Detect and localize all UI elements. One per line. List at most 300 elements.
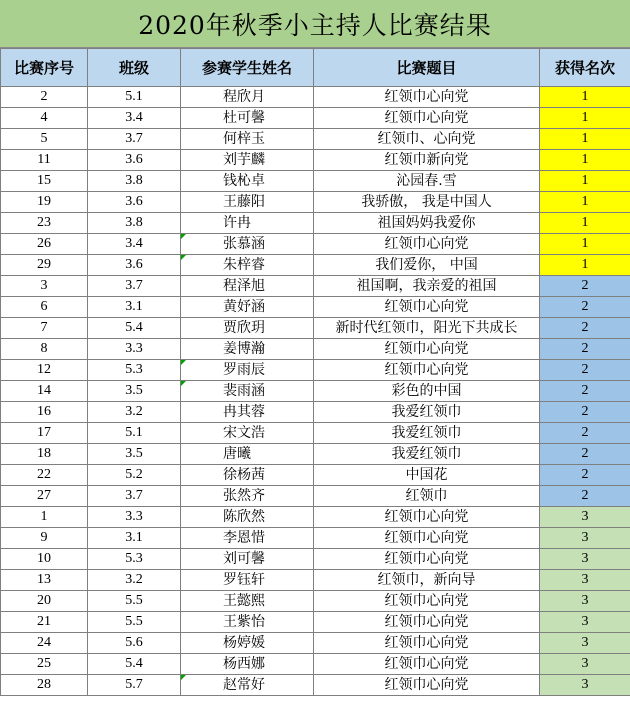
table-row	[1, 423, 630, 444]
cell-student-name-text: 王藤阳	[223, 194, 265, 210]
table-row	[1, 87, 630, 108]
cell-class[interactable]	[88, 108, 181, 129]
cell-topic[interactable]	[314, 318, 540, 339]
cell-topic[interactable]	[314, 213, 540, 234]
cell-rank-text: 3	[581, 509, 589, 524]
cell-student-name[interactable]	[181, 423, 314, 444]
cell-student-name-text: 刘芋麟	[223, 152, 265, 168]
cell-topic[interactable]	[314, 423, 540, 444]
cell-class[interactable]	[88, 570, 181, 591]
cell-topic[interactable]	[314, 591, 540, 612]
cell-rank-text: 2	[581, 299, 589, 314]
cell-class-text: 3.8	[125, 173, 143, 188]
cell-topic[interactable]	[314, 360, 540, 381]
cell-class[interactable]	[88, 234, 181, 255]
cell-rank[interactable]	[540, 150, 630, 171]
cell-student-name-text: 冉其蓉	[223, 404, 265, 420]
cell-rank[interactable]	[540, 234, 630, 255]
cell-rank-text: 2	[581, 320, 589, 335]
cell-topic[interactable]	[314, 486, 540, 507]
cell-student-name[interactable]	[181, 339, 314, 360]
cell-class-text: 3.6	[125, 152, 143, 167]
header-topic[interactable]: 比赛题目	[314, 49, 540, 87]
cell-rank-text: 1	[581, 194, 589, 209]
cell-match-no-text: 2	[40, 89, 48, 104]
cell-student-name[interactable]	[181, 108, 314, 129]
cell-match-no-text: 15	[37, 173, 51, 188]
error-indicator-icon	[181, 675, 186, 680]
cell-class[interactable]	[88, 591, 181, 612]
cell-topic[interactable]	[314, 402, 540, 423]
cell-topic-text: 红领巾、心向党	[377, 131, 476, 147]
table-row	[1, 381, 630, 402]
cell-match-no[interactable]	[1, 108, 88, 129]
cell-class-text: 3.7	[125, 488, 143, 503]
cell-class-text: 5.5	[125, 593, 143, 608]
cell-match-no[interactable]	[1, 318, 88, 339]
error-indicator-icon	[181, 255, 186, 260]
cell-match-no[interactable]	[1, 675, 88, 696]
cell-class[interactable]	[88, 633, 181, 654]
cell-match-no[interactable]	[1, 507, 88, 528]
cell-rank[interactable]	[540, 654, 630, 675]
cell-topic-text: 我爱红领巾	[391, 425, 462, 441]
cell-match-no[interactable]	[1, 570, 88, 591]
cell-rank[interactable]	[540, 255, 630, 276]
cell-rank-text: 2	[581, 488, 589, 503]
cell-rank[interactable]	[540, 444, 630, 465]
cell-class[interactable]	[88, 402, 181, 423]
cell-topic[interactable]	[314, 444, 540, 465]
cell-class[interactable]	[88, 360, 181, 381]
table-row	[1, 318, 630, 339]
cell-rank[interactable]	[540, 402, 630, 423]
cell-match-no-text: 27	[37, 488, 51, 503]
cell-student-name[interactable]	[181, 360, 314, 381]
cell-rank-text: 2	[581, 362, 589, 377]
cell-rank[interactable]	[540, 591, 630, 612]
cell-student-name[interactable]	[181, 528, 314, 549]
cell-match-no[interactable]	[1, 171, 88, 192]
cell-match-no[interactable]	[1, 654, 88, 675]
cell-student-name-text: 罗钰轩	[223, 572, 265, 588]
cell-match-no[interactable]	[1, 591, 88, 612]
cell-student-name[interactable]	[181, 150, 314, 171]
cell-topic[interactable]	[314, 276, 540, 297]
cell-student-name-text: 杨婷媛	[223, 635, 265, 651]
cell-match-no[interactable]	[1, 213, 88, 234]
cell-class-text: 3.6	[125, 194, 143, 209]
cell-rank[interactable]	[540, 423, 630, 444]
cell-class[interactable]	[88, 486, 181, 507]
cell-student-name[interactable]	[181, 444, 314, 465]
cell-topic-text: 红领巾心向党	[384, 677, 469, 693]
cell-topic[interactable]	[314, 192, 540, 213]
cell-rank[interactable]	[540, 339, 630, 360]
cell-rank[interactable]	[540, 675, 630, 696]
cell-rank[interactable]	[540, 381, 630, 402]
table-row	[1, 549, 630, 570]
cell-student-name[interactable]	[181, 612, 314, 633]
cell-match-no[interactable]	[1, 444, 88, 465]
cell-topic[interactable]	[314, 150, 540, 171]
cell-student-name[interactable]	[181, 591, 314, 612]
cell-student-name-text: 赵常好	[223, 677, 265, 693]
cell-topic[interactable]	[314, 654, 540, 675]
cell-match-no-text: 3	[40, 278, 48, 293]
cell-match-no-text: 17	[37, 425, 51, 440]
cell-topic[interactable]	[314, 255, 540, 276]
cell-student-name-text: 杨西娜	[223, 656, 265, 672]
cell-student-name[interactable]	[181, 171, 314, 192]
error-indicator-icon	[181, 234, 186, 239]
cell-class[interactable]	[88, 507, 181, 528]
cell-rank-text: 3	[581, 572, 589, 587]
cell-student-name-text: 钱杺卓	[223, 173, 265, 189]
cell-student-name-text: 张慕涵	[223, 236, 265, 252]
cell-topic[interactable]	[314, 549, 540, 570]
cell-student-name[interactable]	[181, 486, 314, 507]
cell-topic[interactable]	[314, 108, 540, 129]
cell-student-name-text: 何梓玉	[223, 131, 265, 147]
cell-match-no[interactable]	[1, 549, 88, 570]
cell-topic[interactable]	[314, 129, 540, 150]
cell-rank-text: 3	[581, 551, 589, 566]
cell-rank[interactable]	[540, 276, 630, 297]
cell-student-name-text: 陈欣然	[223, 509, 265, 525]
cell-class-text: 3.5	[125, 446, 143, 461]
header-match-no[interactable]: 比赛序号	[1, 49, 88, 87]
cell-topic-text: 我爱红领巾	[391, 446, 462, 462]
cell-rank[interactable]	[540, 570, 630, 591]
cell-match-no-text: 12	[37, 362, 51, 377]
cell-rank-text: 3	[581, 614, 589, 629]
cell-topic-text: 新时代红领巾，阳光下共成长	[335, 320, 518, 336]
cell-topic-text: 红领巾，新向导	[377, 572, 476, 588]
table-row	[1, 591, 630, 612]
cell-class-text: 3.5	[125, 383, 143, 398]
table-row	[1, 171, 630, 192]
cell-class[interactable]	[88, 381, 181, 402]
table-row	[1, 507, 630, 528]
cell-topic-text: 红领巾心向党	[384, 89, 469, 105]
cell-topic-text: 红领巾心向党	[384, 614, 469, 630]
cell-class[interactable]	[88, 654, 181, 675]
cell-rank[interactable]	[540, 171, 630, 192]
cell-class-text: 5.7	[125, 677, 143, 692]
cell-class-text: 3.1	[125, 530, 143, 545]
header-row	[1, 49, 630, 87]
cell-topic[interactable]	[314, 234, 540, 255]
cell-student-name[interactable]	[181, 507, 314, 528]
cell-match-no-text: 25	[37, 656, 51, 671]
cell-class[interactable]	[88, 87, 181, 108]
cell-class-text: 5.1	[125, 89, 143, 104]
table-row	[1, 213, 630, 234]
cell-match-no[interactable]	[1, 612, 88, 633]
table-body	[1, 87, 630, 696]
cell-topic[interactable]	[314, 171, 540, 192]
cell-rank[interactable]	[540, 465, 630, 486]
cell-match-no[interactable]	[1, 87, 88, 108]
cell-match-no-text: 22	[37, 467, 51, 482]
cell-rank[interactable]	[540, 528, 630, 549]
cell-topic-text: 红领巾心向党	[384, 656, 469, 672]
cell-match-no-text: 29	[37, 257, 51, 272]
table-row	[1, 654, 630, 675]
cell-topic-text: 我们爱你， 中国	[375, 257, 478, 273]
cell-class[interactable]	[88, 675, 181, 696]
cell-rank-text: 3	[581, 530, 589, 545]
error-indicator-icon	[181, 381, 186, 386]
cell-rank-text: 3	[581, 593, 589, 608]
cell-student-name-text: 罗雨辰	[223, 362, 265, 378]
cell-rank-text: 1	[581, 152, 589, 167]
cell-class[interactable]	[88, 423, 181, 444]
cell-match-no[interactable]	[1, 381, 88, 402]
cell-match-no[interactable]	[1, 276, 88, 297]
cell-student-name-text: 张然齐	[223, 488, 265, 504]
cell-student-name-text: 唐曦	[223, 446, 251, 462]
table-row	[1, 108, 630, 129]
cell-student-name-text: 黄妤涵	[223, 299, 265, 315]
cell-match-no[interactable]	[1, 150, 88, 171]
cell-topic[interactable]	[314, 339, 540, 360]
cell-student-name[interactable]	[181, 633, 314, 654]
cell-student-name-text: 程泽旭	[223, 278, 265, 294]
cell-rank-text: 1	[581, 89, 589, 104]
cell-student-name[interactable]	[181, 402, 314, 423]
cell-student-name-text: 杜可馨	[223, 110, 265, 126]
table-row	[1, 465, 630, 486]
cell-class[interactable]	[88, 339, 181, 360]
cell-student-name-text: 宋文浩	[223, 425, 265, 441]
cell-match-no-text: 21	[37, 614, 51, 629]
cell-class-text: 3.7	[125, 131, 143, 146]
cell-student-name-text: 裴雨涵	[223, 383, 265, 399]
cell-match-no[interactable]	[1, 192, 88, 213]
cell-topic-text: 红领巾心向党	[384, 236, 469, 252]
cell-student-name[interactable]	[181, 192, 314, 213]
cell-class[interactable]	[88, 444, 181, 465]
cell-rank[interactable]	[540, 213, 630, 234]
cell-match-no-text: 28	[37, 677, 51, 692]
cell-student-name[interactable]	[181, 654, 314, 675]
cell-rank-text: 2	[581, 278, 589, 293]
cell-match-no[interactable]	[1, 528, 88, 549]
cell-student-name[interactable]	[181, 276, 314, 297]
cell-match-no[interactable]	[1, 297, 88, 318]
cell-rank-text: 1	[581, 173, 589, 188]
cell-match-no-text: 20	[37, 593, 51, 608]
table-row	[1, 276, 630, 297]
cell-class[interactable]	[88, 150, 181, 171]
table-row	[1, 486, 630, 507]
table-row	[1, 675, 630, 696]
cell-match-no[interactable]	[1, 465, 88, 486]
cell-rank[interactable]	[540, 633, 630, 654]
cell-class-text: 3.2	[125, 572, 143, 587]
header-class[interactable]: 班级	[88, 49, 181, 87]
cell-class[interactable]	[88, 276, 181, 297]
cell-match-no-text: 14	[37, 383, 51, 398]
table-row	[1, 402, 630, 423]
cell-student-name-text: 李恩惜	[223, 530, 265, 546]
cell-student-name-text: 王紫怡	[223, 614, 265, 630]
cell-rank[interactable]	[540, 318, 630, 339]
cell-topic[interactable]	[314, 87, 540, 108]
cell-topic[interactable]	[314, 570, 540, 591]
cell-student-name[interactable]	[181, 549, 314, 570]
cell-match-no[interactable]	[1, 255, 88, 276]
cell-rank-text: 2	[581, 467, 589, 482]
cell-rank[interactable]	[540, 192, 630, 213]
cell-rank-text: 2	[581, 341, 589, 356]
cell-student-name[interactable]	[181, 381, 314, 402]
cell-class[interactable]	[88, 129, 181, 150]
header-rank[interactable]: 获得名次	[540, 49, 630, 87]
cell-class[interactable]	[88, 171, 181, 192]
cell-student-name[interactable]	[181, 675, 314, 696]
cell-topic-text: 红领巾心向党	[384, 299, 469, 315]
cell-student-name[interactable]	[181, 465, 314, 486]
cell-topic-text: 我骄傲， 我是中国人	[361, 194, 492, 210]
cell-rank-text: 2	[581, 446, 589, 461]
error-indicator-icon	[181, 360, 186, 365]
cell-student-name-text: 姜博瀚	[223, 341, 265, 357]
cell-class[interactable]	[88, 255, 181, 276]
cell-topic[interactable]	[314, 381, 540, 402]
cell-match-no-text: 9	[40, 530, 48, 545]
cell-topic-text: 红领巾心向党	[384, 635, 469, 651]
cell-rank-text: 1	[581, 257, 589, 272]
cell-student-name[interactable]	[181, 318, 314, 339]
cell-topic-text: 红领巾心向党	[384, 341, 469, 357]
cell-class[interactable]	[88, 318, 181, 339]
cell-match-no-text: 7	[40, 320, 48, 335]
cell-rank-text: 1	[581, 215, 589, 230]
cell-class[interactable]	[88, 612, 181, 633]
cell-class-text: 3.3	[125, 509, 143, 524]
cell-match-no-text: 5	[40, 131, 48, 146]
cell-class-text: 5.3	[125, 551, 143, 566]
cell-topic[interactable]	[314, 528, 540, 549]
cell-topic[interactable]	[314, 675, 540, 696]
table-row	[1, 297, 630, 318]
cell-rank[interactable]	[540, 360, 630, 381]
cell-class-text: 5.4	[125, 320, 143, 335]
cell-class-text: 5.5	[125, 614, 143, 629]
cell-class[interactable]	[88, 213, 181, 234]
cell-student-name[interactable]	[181, 297, 314, 318]
cell-student-name[interactable]	[181, 213, 314, 234]
table-row	[1, 570, 630, 591]
cell-rank[interactable]	[540, 87, 630, 108]
cell-class-text: 3.1	[125, 299, 143, 314]
cell-topic[interactable]	[314, 633, 540, 654]
cell-topic[interactable]	[314, 612, 540, 633]
cell-topic-text: 祖国啊，我亲爱的祖国	[356, 278, 497, 294]
cell-class-text: 3.8	[125, 215, 143, 230]
cell-class-text: 5.1	[125, 425, 143, 440]
cell-match-no-text: 8	[40, 341, 48, 356]
table-row	[1, 612, 630, 633]
cell-rank[interactable]	[540, 129, 630, 150]
cell-topic-text: 祖国妈妈我爱你	[377, 215, 476, 231]
cell-rank[interactable]	[540, 507, 630, 528]
cell-match-no[interactable]	[1, 129, 88, 150]
cell-student-name-text: 贾欣玥	[223, 320, 265, 336]
cell-match-no[interactable]	[1, 486, 88, 507]
title-bar	[0, 0, 630, 48]
table-row	[1, 360, 630, 381]
cell-student-name-text: 王懿熙	[223, 593, 265, 609]
cell-match-no-text: 23	[37, 215, 51, 230]
cell-class[interactable]	[88, 549, 181, 570]
cell-rank[interactable]	[540, 486, 630, 507]
cell-topic-text: 红领巾新向党	[384, 152, 469, 168]
cell-topic-text: 红领巾心向党	[384, 593, 469, 609]
cell-rank[interactable]	[540, 108, 630, 129]
cell-rank[interactable]	[540, 549, 630, 570]
cell-match-no-text: 16	[37, 404, 51, 419]
cell-student-name[interactable]	[181, 255, 314, 276]
cell-rank-text: 3	[581, 635, 589, 650]
cell-match-no[interactable]	[1, 423, 88, 444]
cell-match-no[interactable]	[1, 633, 88, 654]
cell-class-text: 3.7	[125, 278, 143, 293]
cell-topic-text: 红领巾心向党	[384, 530, 469, 546]
sheet-title: 2020年秋季小主持人比赛结果	[138, 10, 492, 40]
table-row	[1, 192, 630, 213]
cell-class-text: 5.4	[125, 656, 143, 671]
table-row	[1, 633, 630, 654]
cell-rank-text: 2	[581, 383, 589, 398]
cell-match-no-text: 18	[37, 446, 51, 461]
cell-student-name-text: 朱梓睿	[223, 257, 265, 273]
cell-class-text: 3.3	[125, 341, 143, 356]
cell-class[interactable]	[88, 297, 181, 318]
header-student-name[interactable]: 参赛学生姓名	[181, 49, 314, 87]
cell-student-name[interactable]	[181, 234, 314, 255]
cell-rank-text: 1	[581, 110, 589, 125]
table-row	[1, 150, 630, 171]
cell-student-name-text: 刘可馨	[223, 551, 265, 567]
cell-class-text: 5.6	[125, 635, 143, 650]
cell-student-name[interactable]	[181, 87, 314, 108]
cell-topic-text: 红领巾	[405, 488, 448, 504]
cell-rank[interactable]	[540, 612, 630, 633]
cell-class[interactable]	[88, 192, 181, 213]
cell-match-no[interactable]	[1, 339, 88, 360]
cell-topic[interactable]	[314, 507, 540, 528]
cell-class[interactable]	[88, 465, 181, 486]
cell-match-no[interactable]	[1, 234, 88, 255]
cell-student-name[interactable]	[181, 129, 314, 150]
cell-topic[interactable]	[314, 297, 540, 318]
cell-rank[interactable]	[540, 297, 630, 318]
cell-topic-text: 红领巾心向党	[384, 509, 469, 525]
cell-class-text: 5.2	[125, 467, 143, 482]
cell-rank-text: 2	[581, 425, 589, 440]
cell-class[interactable]	[88, 528, 181, 549]
cell-student-name[interactable]	[181, 570, 314, 591]
cell-topic[interactable]	[314, 465, 540, 486]
cell-match-no[interactable]	[1, 402, 88, 423]
table-row	[1, 444, 630, 465]
cell-topic-text: 红领巾心向党	[384, 551, 469, 567]
cell-match-no[interactable]	[1, 360, 88, 381]
